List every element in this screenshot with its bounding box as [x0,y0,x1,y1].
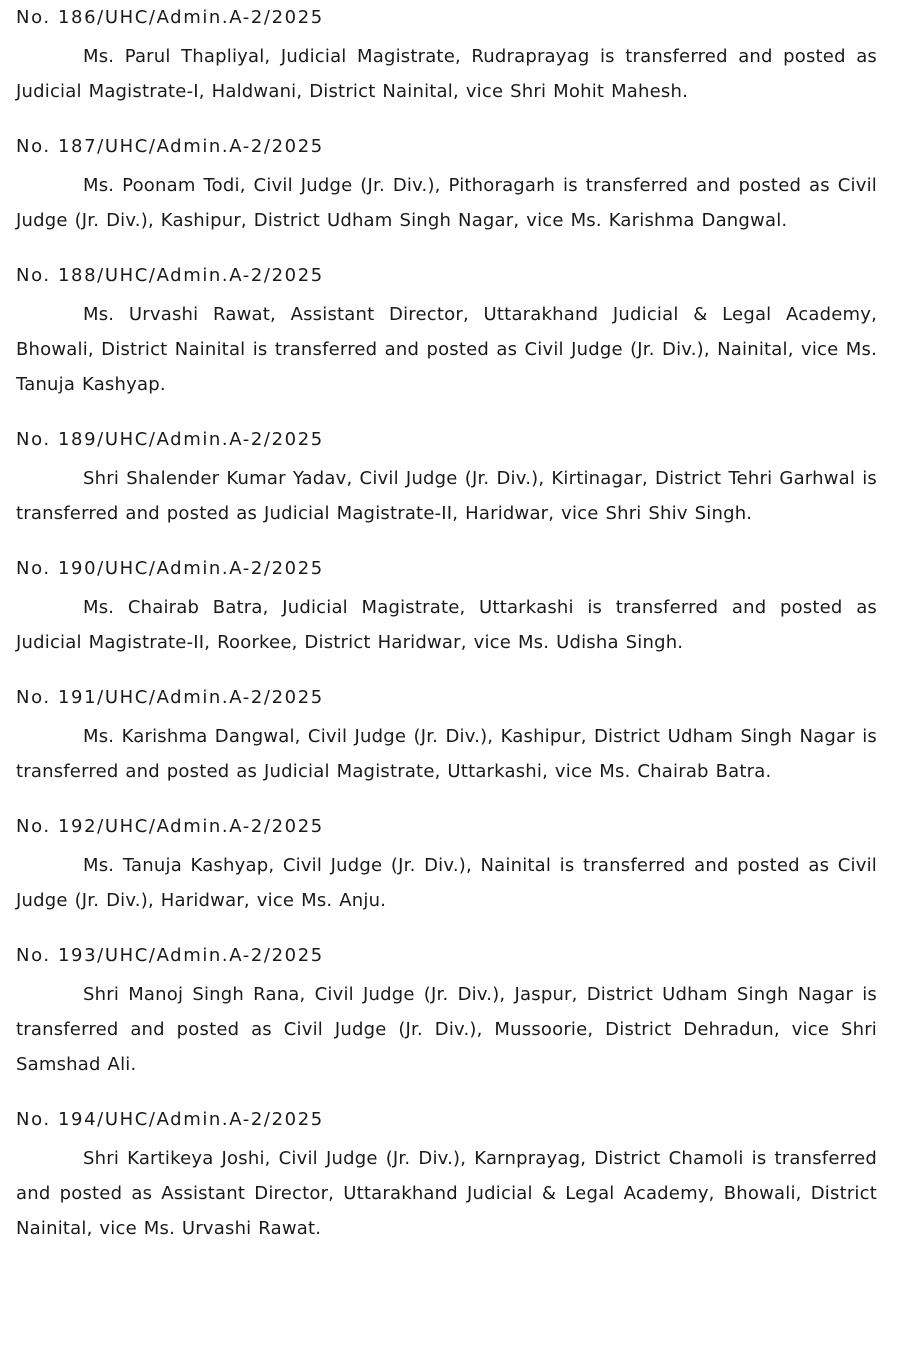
order-text: Shri Kartikeya Joshi, Civil Judge (Jr. Div.), Karnprayag, District Chamoli is transferred and posted as Assistant Director, Uttarakhand Judicial & Legal Academy, Bhowali, District Nainital, vice Ms. Urvashi Rawat. [16,1148,877,1239]
order-number: No. 186/UHC/Admin.A-2/2025 [16,7,324,28]
order-number: No. 188/UHC/Admin.A-2/2025 [16,265,324,286]
order-number: No. 192/UHC/Admin.A-2/2025 [16,816,324,837]
order-text: Ms. Parul Thapliyal, Judicial Magistrate, Rudraprayag is transferred and posted as Judicial Magistrate-I, Haldwani, District Nainital, vice Shri Mohit Mahesh. [16,46,877,102]
transfer-order-194 [16,1102,877,1246]
order-number: No. 190/UHC/Admin.A-2/2025 [16,558,324,579]
order-number: No. 194/UHC/Admin.A-2/2025 [16,1109,324,1130]
order-text: Shri Manoj Singh Rana, Civil Judge (Jr. Div.), Jaspur, District Udham Singh Nagar is transferred and posted as Civil Judge (Jr. Div.), Mussoorie, District Dehradun, vice Shri Samshad Ali. [16,984,877,1075]
transfer-order-187 [16,129,877,238]
order-text: Ms. Tanuja Kashyap, Civil Judge (Jr. Div.), Nainital is transferred and posted as Civil Judge (Jr. Div.), Haridwar, vice Ms. Anju. [16,855,877,911]
transfer-order-188 [16,258,877,402]
transfer-order-193 [16,938,877,1082]
transfer-order-189 [16,422,877,531]
transfer-order-186 [16,0,877,109]
order-text: Ms. Chairab Batra, Judicial Magistrate, Uttarkashi is transferred and posted as Judicial Magistrate-II, Roorkee, District Haridwar, vice Ms. Udisha Singh. [16,597,877,653]
transfer-order-191 [16,680,877,789]
transfer-order-192 [16,809,877,918]
order-text: Ms. Poonam Todi, Civil Judge (Jr. Div.), Pithoragarh is transferred and posted as Civil Judge (Jr. Div.), Kashipur, District Udham Singh Nagar, vice Ms. Karishma Dangwal. [16,175,877,231]
order-text: Ms. Karishma Dangwal, Civil Judge (Jr. Div.), Kashipur, District Udham Singh Nagar is transferred and posted as Judicial Magistrate, Uttarkashi, vice Ms. Chairab Batra. [16,726,877,782]
order-number: No. 193/UHC/Admin.A-2/2025 [16,945,324,966]
transfer-order-190 [16,551,877,660]
order-number: No. 191/UHC/Admin.A-2/2025 [16,687,324,708]
order-number: No. 189/UHC/Admin.A-2/2025 [16,429,324,450]
order-number: No. 187/UHC/Admin.A-2/2025 [16,136,324,157]
transfer-orders-document [16,0,877,1246]
order-text: Shri Shalender Kumar Yadav, Civil Judge (Jr. Div.), Kirtinagar, District Tehri Garhwal is transferred and posted as Judicial Magistrate-II, Haridwar, vice Shri Shiv Singh. [16,468,877,524]
order-text: Ms. Urvashi Rawat, Assistant Director, Uttarakhand Judicial & Legal Academy, Bhowali, District Nainital is transferred and posted as Civil Judge (Jr. Div.), Nainital, vice Ms. Tanuja Kashyap. [16,304,877,395]
